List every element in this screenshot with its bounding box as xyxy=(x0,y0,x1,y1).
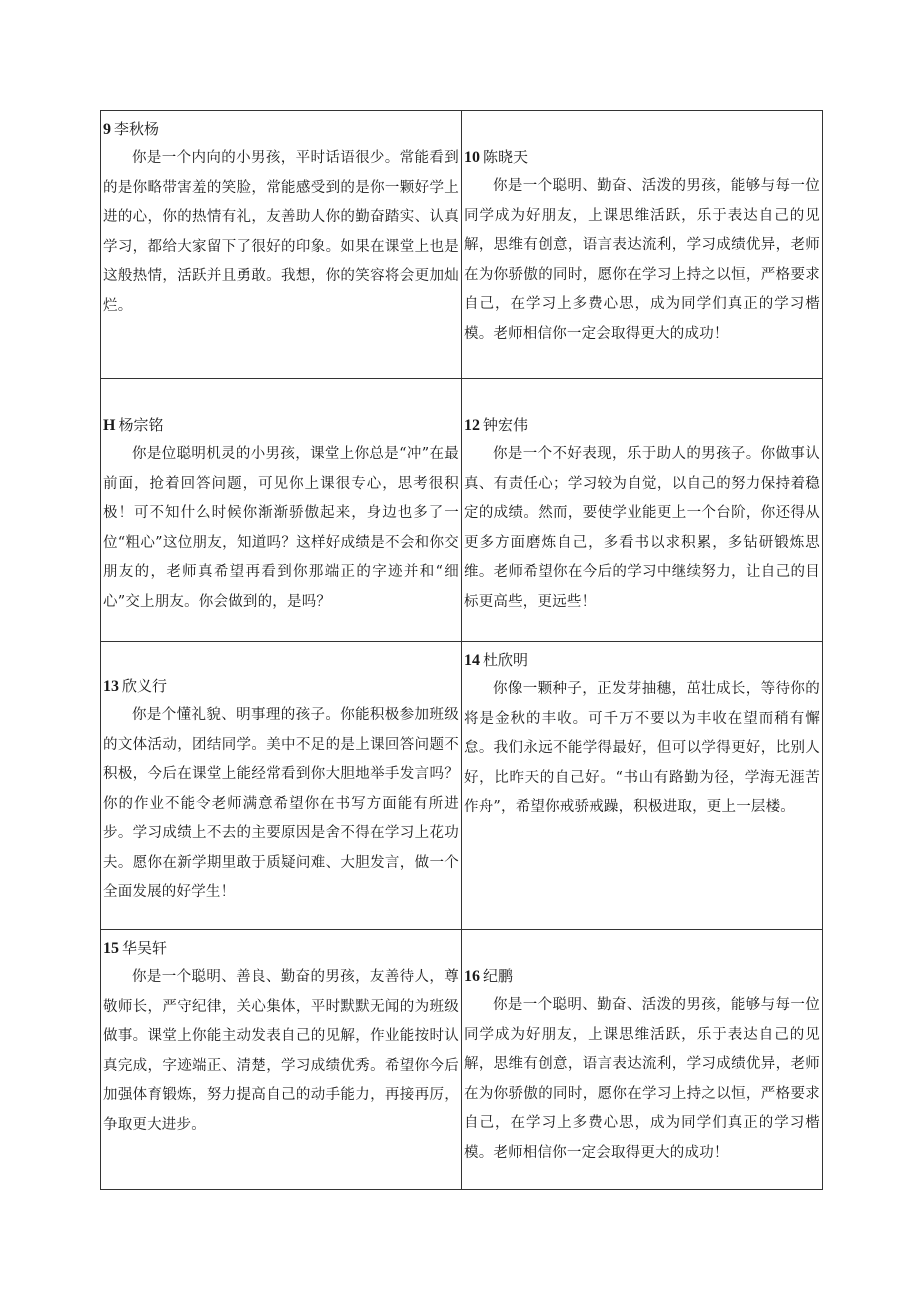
comment-cell xyxy=(101,379,462,642)
student-number: 9 xyxy=(103,121,111,138)
student-number: H xyxy=(103,417,116,434)
student-heading xyxy=(464,962,822,991)
comment-cell xyxy=(462,379,823,642)
student-comment: 你是个懂礼貌、明事理的孩子。你能积极参加班级的文体活动，团结同学。美中不足的是上课回答问题不积极，今后在课堂上能经常看到你大胆地举手发言吗？你的作业不能令老师满意希望你在书写方面能有所进步。学习成绩上不去的主要原因是舍不得在学习上花功夫。愿你在新学期里敢于质疑问难、大胆发言，做一个全面发展的好学生！ xyxy=(103,707,459,900)
comments-table xyxy=(100,110,823,1190)
table-row xyxy=(101,111,823,379)
student-heading xyxy=(464,143,822,172)
comment-cell xyxy=(101,642,462,930)
comment-cell xyxy=(101,111,462,379)
student-number: 16 xyxy=(464,968,480,985)
table-row xyxy=(101,379,823,642)
student-name: 陈晓天 xyxy=(483,148,529,166)
comment-cell xyxy=(462,111,823,379)
comment-cell xyxy=(462,642,823,930)
student-heading xyxy=(103,672,461,701)
comment-cell xyxy=(462,930,823,1190)
student-name: 杜欣明 xyxy=(483,651,529,669)
student-comment: 你是一个聪明、勤奋、活泼的男孩，能够与每一位同学成为好朋友，上课思维活跃，乐于表达自己的见解，思维有创意，语言表达流利，学习成绩优异，老师在为你骄傲的同时，愿你在学习上持之以恒，严格要求自己，在学习上多费心思，成为同学们真正的学习楷模。老师相信你一定会取得更大的成功！ xyxy=(464,178,820,342)
student-heading xyxy=(103,934,461,963)
student-name: 钟宏伟 xyxy=(483,416,529,434)
student-number: 14 xyxy=(464,652,480,669)
student-name: 李秋杨 xyxy=(114,120,160,138)
student-number: 10 xyxy=(464,149,480,166)
student-number: 15 xyxy=(103,940,119,957)
student-name: 华吴轩 xyxy=(122,939,168,957)
table-row xyxy=(101,642,823,930)
student-number: 12 xyxy=(464,417,480,434)
student-comment: 你像一颗种子，正发芽抽穗，茁壮成长，等待你的将是金秋的丰收。可千万不要以为丰收在望而稍有懈怠。我们永远不能学得最好，但可以学得更好，比别人好，比昨天的自己好。“书山有路勤为径，学海无涯苦作舟”，希望你戒骄戒躁，积极进取，更上一层楼。 xyxy=(464,681,820,815)
comment-cell xyxy=(101,930,462,1190)
student-number: 13 xyxy=(103,678,119,695)
student-name: 欣义行 xyxy=(122,677,168,695)
student-heading xyxy=(103,115,461,144)
table-row xyxy=(101,930,823,1190)
student-heading xyxy=(103,411,461,440)
student-heading xyxy=(464,646,822,675)
student-comment: 你是位聪明机灵的小男孩，课堂上你总是“冲”在最前面，抢着回答问题，可见你上课很专心，思考很积极！可不知什么时候你渐渐骄傲起来，身边也多了一位“粗心”这位朋友，知道吗？这样好成绩是不会和你交朋友的，老师真希望再看到你那端正的字迹并和“细心”交上朋友。你会做到的，是吗？ xyxy=(103,446,459,610)
student-comment: 你是一个内向的小男孩，平时话语很少。常能看到的是你略带害羞的笑脸，常能感受到的是你一颗好学上进的心，你的热情有礼，友善助人你的勤奋踏实、认真学习，都给大家留下了很好的印象。如果在课堂上也是这般热情，活跃并且勇敢。我想，你的笑容将会更加灿烂。 xyxy=(103,150,459,314)
student-heading xyxy=(464,411,822,440)
student-comment: 你是一个不好表现，乐于助人的男孩子。你做事认真、有责任心；学习较为自觉，以自己的努力保持着稳定的成绩。然而，要使学业能更上一个台阶，你还得从更多方面磨炼自己，多看书以求积累，多钻研锻炼思维。老师希望你在今后的学习中继续努力，让自己的目标更高些，更远些！ xyxy=(464,446,820,610)
student-comment: 你是一个聪明、勤奋、活泼的男孩，能够与每一位同学成为好朋友，上课思维活跃，乐于表达自己的见解，思维有创意，语言表达流利，学习成绩优异，老师在为你骄傲的同时，愿你在学习上持之以恒，严格要求自己，在学习上多费心思，成为同学们真正的学习楷模。老师相信你一定会取得更大的成功！ xyxy=(464,997,820,1161)
student-comment: 你是一个聪明、善良、勤奋的男孩，友善待人，尊敬师长，严守纪律，关心集体，平时默默无闻的为班级做事。课堂上你能主动发表自己的见解，作业能按时认真完成，字迹端正、清楚，学习成绩优秀。希望你今后加强体育锻炼，努力提高自己的动手能力，再接再厉，争取更大进步。 xyxy=(103,969,459,1133)
student-name: 杨宗铭 xyxy=(118,416,164,434)
student-name: 纪鹏 xyxy=(483,967,514,985)
